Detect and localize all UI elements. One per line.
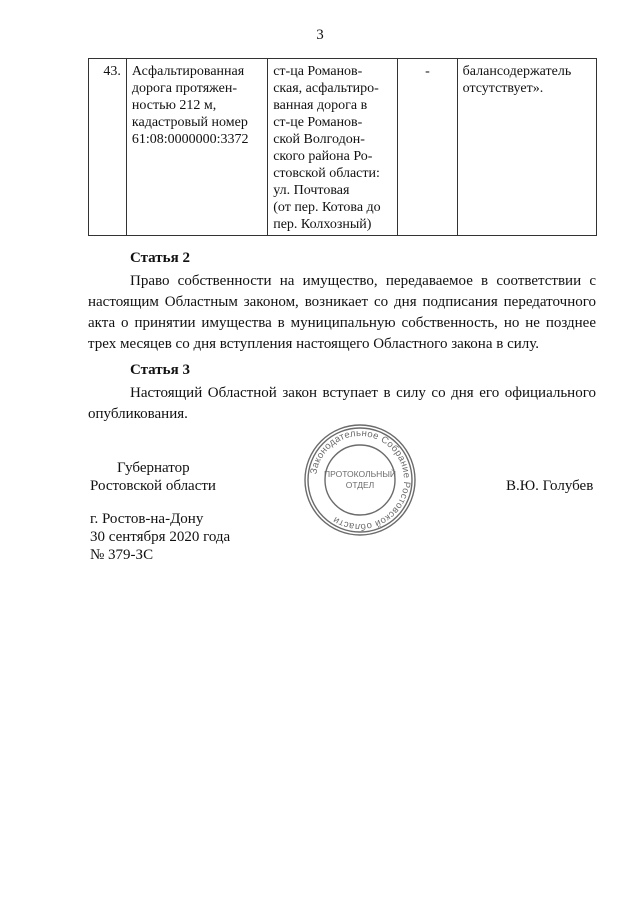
property-table [88, 58, 597, 236]
cell-line: стовской области: [273, 166, 380, 181]
article-3-text [88, 383, 596, 425]
cell-line: пер. Колхозный) [273, 217, 372, 232]
stamp-outer-text: Законодательное Собрание Ростовской области [308, 427, 413, 533]
page-number: 3 [316, 27, 324, 43]
cell-line: ванная дорога в [273, 98, 368, 113]
signing-date: 30 сентября 2020 года [90, 529, 231, 545]
text-line: акта о принятии имущества в муниципальную собственность, но не позднее [88, 315, 596, 331]
cell-line: ностью 212 м, [131, 98, 217, 113]
text-line: трех месяцев со дня вступления настоящего Областного закона в силу. [88, 336, 539, 352]
cell-line: ст-це Романов- [273, 115, 363, 130]
article-3-heading: Статья 3 [130, 362, 190, 378]
law-number: № 379-ЗС [90, 547, 154, 563]
stamp-seal-icon [302, 422, 418, 538]
cell-line: кадастровый номер [131, 115, 248, 130]
cell-line: дорога протяжен- [131, 81, 238, 96]
signatory-title-line1: Губернатор [117, 460, 190, 476]
cell-line: ст-ца Романов- [273, 64, 363, 79]
cell-line: 61:08:0000000:3372 [131, 132, 249, 147]
place-of-signing: г. Ростов-на-Дону [90, 511, 204, 527]
cell-line: отсутствует». [462, 81, 544, 96]
row-number: 43. [89, 59, 127, 236]
article-2-text [88, 271, 596, 355]
cell-line: ул. Почтовая [273, 183, 350, 198]
official-stamp [302, 422, 418, 538]
cell-line: (от пер. Котова до [273, 200, 381, 215]
property-name-cell [126, 59, 267, 236]
table-row [89, 59, 597, 236]
text-line: настоящим Областным законом, возникает со дня подписания передаточного [88, 294, 596, 310]
signatory-name: В.Ю. Голубев [506, 478, 594, 494]
cell-line: ского района Ро- [273, 149, 373, 164]
cell-line: ская, асфальтиро- [273, 81, 379, 96]
stamp-inner-line2: ОТДЕЛ [345, 480, 375, 490]
property-address-cell [268, 59, 398, 236]
cell-line: балансодержатель [462, 64, 572, 79]
text-line: Настоящий Областной закон вступает в силу со дня его официального [130, 385, 596, 401]
cell-line: Асфальтированная [131, 64, 245, 79]
signatory-title-line2: Ростовской области [90, 478, 216, 494]
cell-line: ской Волгодон- [273, 132, 365, 147]
text-line: Право собственности на имущество, передаваемое в соответствии с [130, 273, 596, 289]
article-2-heading: Статья 2 [130, 250, 190, 266]
dash-cell: - [398, 59, 457, 236]
stamp-inner-line1: ПРОТОКОЛЬНЫЙ [324, 469, 396, 479]
text-line: опубликования. [88, 406, 188, 422]
balance-holder-cell [457, 59, 596, 236]
